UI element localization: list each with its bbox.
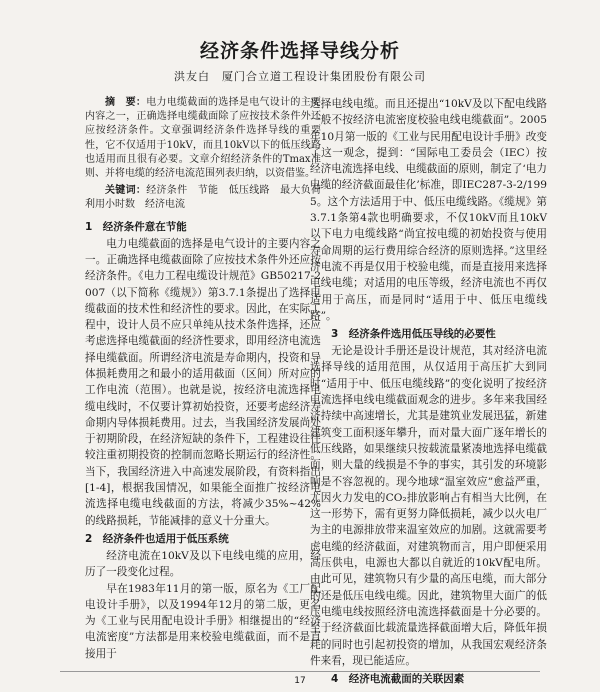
paragraph: 电力电缆截面的选择是电气设计的主要内容之一。正确选择电缆截面除了应按技术条件外还应按经济条件。《电力工程电缆设计规范》GB50217-2007（以下简称《缆规》）第3.7.1条提出了选择电缆截面的技术性和经济性的要求。因此，在实际工程中，设计人员不应只单纯从技术条件选择，还应考虑选择电缆截面的经济性要求，即用经济电流选择电缆截面。所谓经济电流是寿命期内，投资和导体损耗费用之和最小的适用截面（区间）所对应的工作电流（范围）。也就是说，按经济电流选择电缆电线时，不仅要计算初始投资，还要考虑经济寿命期内导体损耗费用。过去，当我国经济发展尚处于初期阶段，在经济短缺的条件下，工程建设往往较注重初期投资的控制而忽略长期运行的经济性。当下，我国经济进入中高速发展阶段，有资料指出[1-4]，根据我国情况，如果能全面推广按经济电流选择电缆电线截面的方法，将减少35%~42%的线路损耗，节能减排的意义十分重大。 [85, 237, 321, 527]
keywords-text: 经济条件 节能 低压线路 最大负荷利用小时数 经济电流 [85, 185, 322, 211]
left-column [85, 96, 321, 662]
section-heading-1: 1 经济条件意在节能 [85, 220, 187, 233]
paragraph: 无论是设计手册还是设计规范，其对经济电流选择导线的适用范围，从仅适用于高压扩大到同时“适用于中、低压电缆线路”的变化说明了按经济电流选择电线电缆截面观念的进步。多年来我国经济持续中高速增长，尤其是建筑业发展迅猛，新建建筑变工面积逐年攀升，而对量大面广逐年增长的低压线路，如果继续只按载流量紧凑地选择电缆截面，则大量的线损是不争的事实，其引发的环境影响是不容忽视的。现今地球“温室效应”愈益严重，尤因火力发电的CO₂排放影响占有相当大比例，在这一形势下，需有更努力降低损耗，减少以火电厂为主的电源排放带来温室效应的加剧。这就需要考虑电缆的经济截面，对建筑物而言，用户即便采用高压供电，电源也大都以自就近的10kV配电所。由此可见，建筑物只有少量的高压电缆，而大部分的还是低压电线电缆。因此，建筑物里大面广的低压电缆电线按照经济电流选择截面是十分必要的。至于经济截面比载流量选择截面增大后，降低年损耗的同时也引起初投资的增加，从我国宏观经济条件来看，现已能适应。 [310, 345, 547, 667]
keywords-label: 关键词： [105, 185, 147, 197]
footer-rule [60, 671, 540, 672]
section-heading-2: 2 经济条件也适用于低压系统 [85, 532, 229, 545]
section-heading-4: 4 经济电流截面的关联因素 [331, 673, 465, 686]
page-number: 17 [294, 676, 306, 686]
abstract-label: 摘 要： [105, 97, 147, 108]
paragraph: 经济电流在10kV及以下电线电缆的应用，经历了一段变化过程。 [85, 549, 321, 579]
right-column [310, 96, 547, 688]
author-affiliation: 洪友白 厦门合立道工程设计集团股份有限公司 [174, 70, 426, 83]
paragraph: 选择电线电缆。而且还提出“10kV及以下配电线路一般不按经济电流密度校验电线电缆截面”。2005年10月第一版的《工业与民用配电设计手册》改变了这一观念，提到：“国际电工委员会（IEC）按经济电流选择电线、电缆截面的原则，制定了‘电力电缆的经济截面最佳化’标准，即IEC287-3-2/1995。这个方法适用于中、低压电缆线路。《缆规》第3.7.1条第4款也明确要求，不仅10kV而且10kV以下电力电缆线路“尚宜按电缆的初始投资与使用寿命周期的运行费用综合经济的原则选择。”这里经济电流不再是仅用于校验电缆，而是直接用来选择电线电缆；对适用的电压等级，经济电流也不再仅适用于高压，而是同时“适用于中、低压电缆线路”。 [310, 98, 547, 322]
keywords [85, 184, 321, 212]
abstract [85, 96, 321, 181]
paragraph: 早在1983年11月的第一版，原名为《工厂配电设计手册》，以及1994年12月的第二版，更名为《工业与民用配电设计手册》相继提出的“经济电流密度”方法都是用来校验电缆截面，而不是直接用于 [85, 582, 321, 660]
article-title: 经济条件选择导线分析 [199, 40, 400, 62]
section-heading-3: 3 经济条件选用低压导线的必要性 [331, 328, 496, 341]
abstract-text: 电力电缆截面的选择是电气设计的主要内容之一，正确选择电缆截面除了应按技术条件外还应按经济条件。文章强调经济条件选择导线的重要性，它不仅适用于10kV，而且10kV以下的低压线路也适用而且很有必要。文章介绍经济条件的Tmax准则、并将电缆的经济电流范围列表归纳，以资借鉴。 [85, 97, 322, 180]
